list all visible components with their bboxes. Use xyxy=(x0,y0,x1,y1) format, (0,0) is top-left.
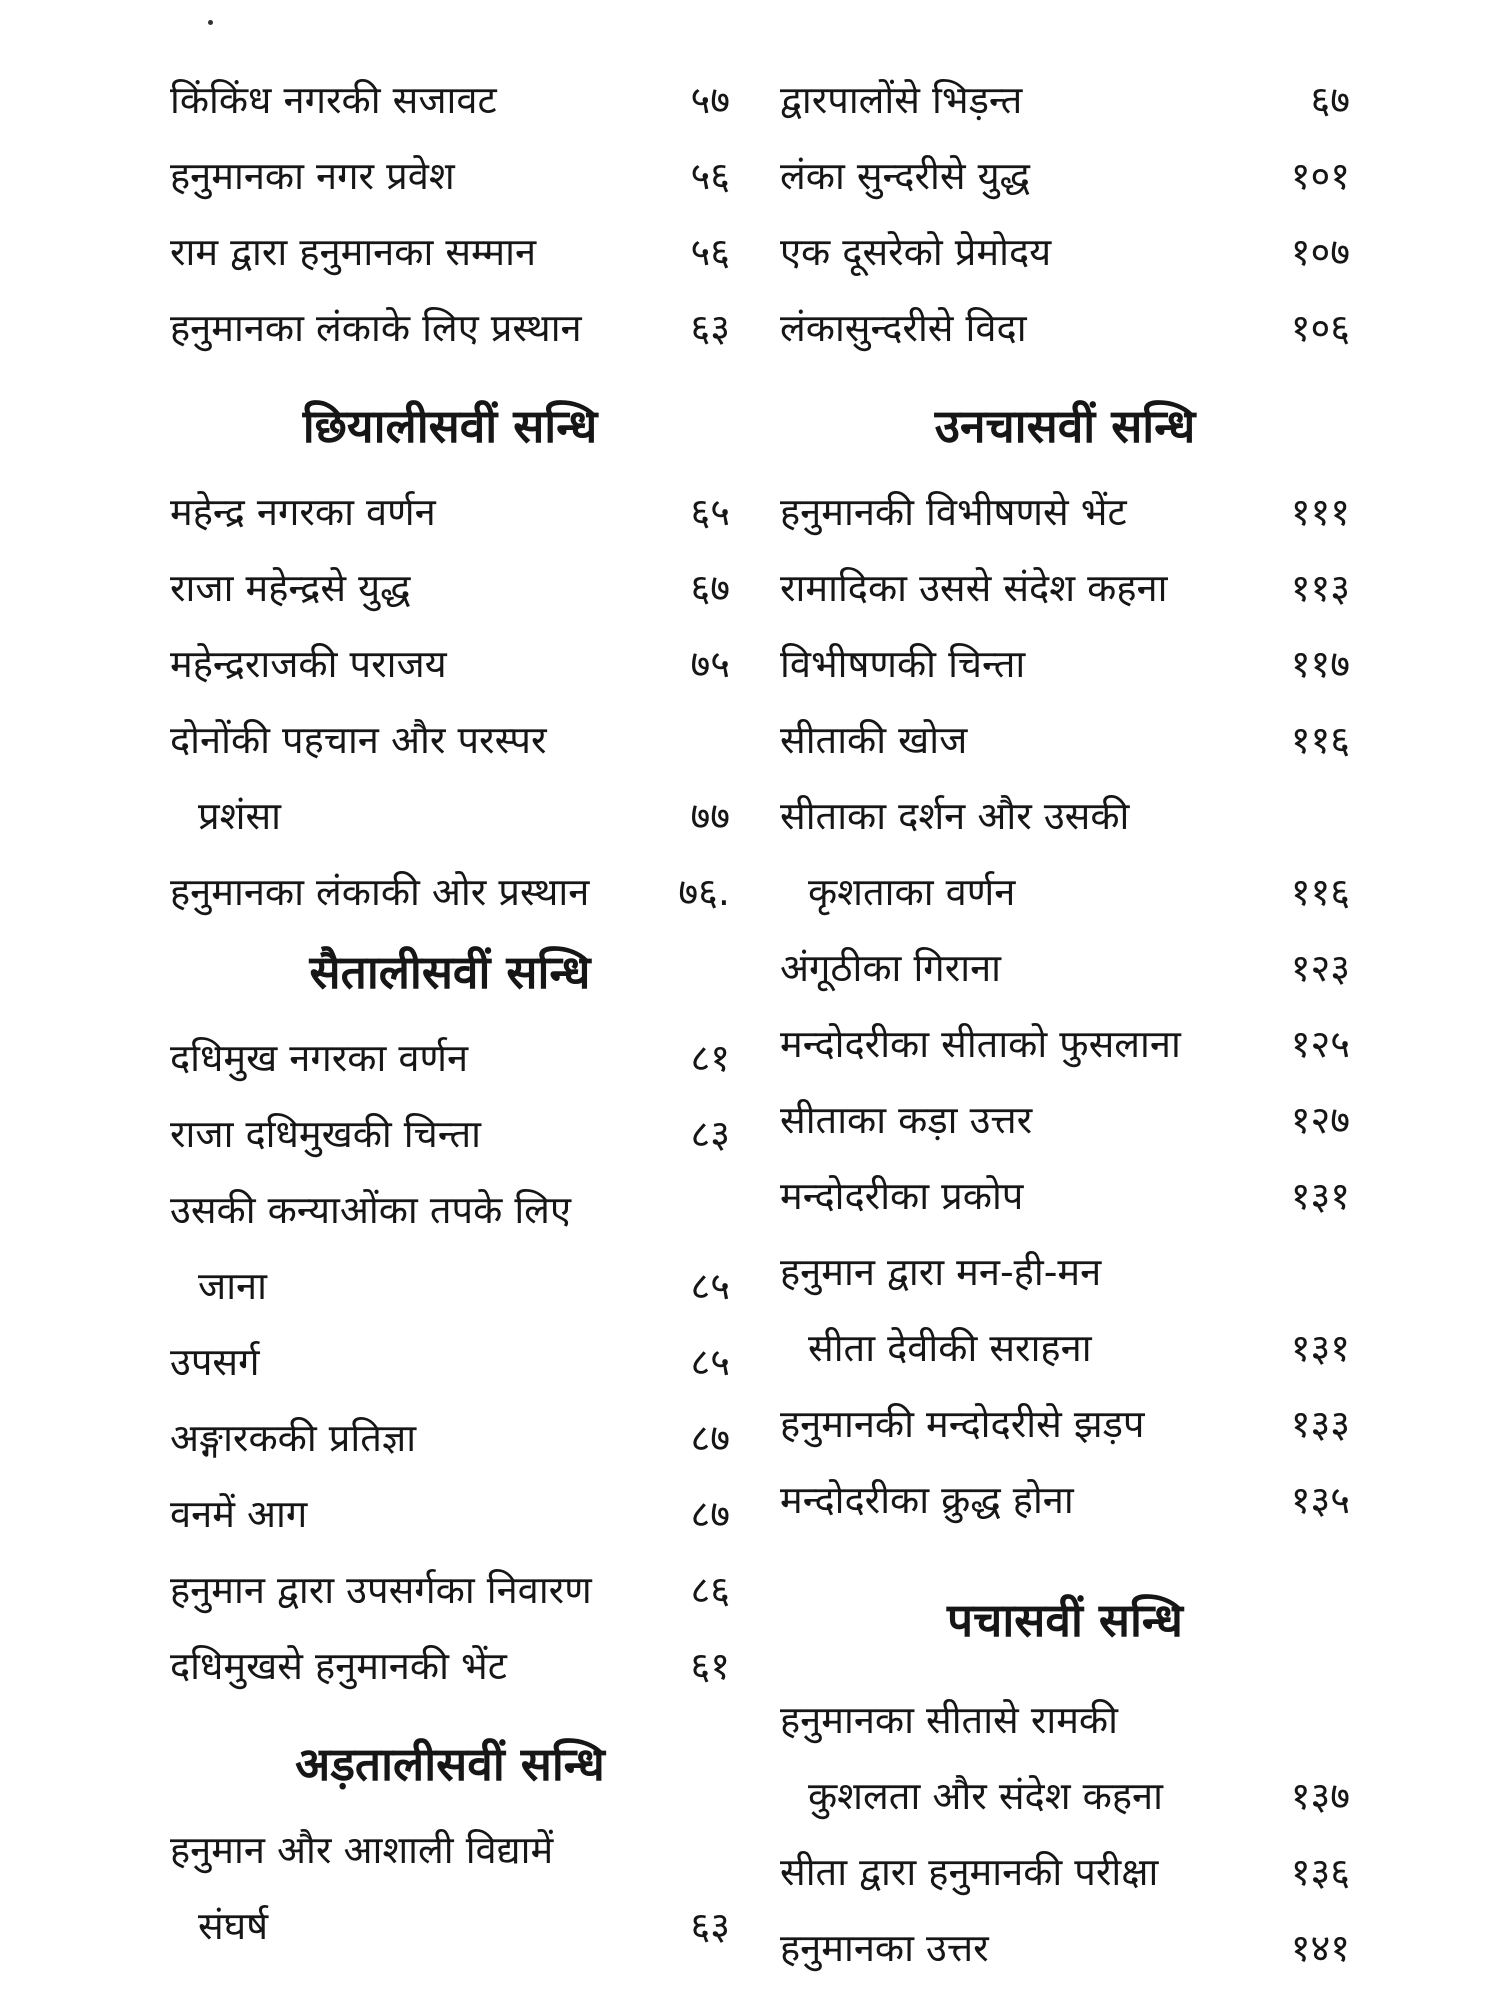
toc-entry xyxy=(780,930,1350,1006)
entry-page-number: ११६ xyxy=(1290,870,1350,914)
entry-page-number: ६५ xyxy=(690,490,730,534)
toc-entry xyxy=(170,1020,730,1096)
entry-title: मन्दोदरीका प्रकोप xyxy=(780,1174,1024,1218)
toc-entry xyxy=(780,1910,1350,1986)
toc-entry xyxy=(780,1006,1350,1082)
toc-entry xyxy=(780,1082,1350,1158)
toc-entry xyxy=(780,1234,1350,1310)
entry-page-number: ५७ xyxy=(690,78,730,122)
entry-page-number: ७५ xyxy=(690,642,730,686)
entry-page-number: ८७ xyxy=(690,1492,730,1536)
entry-page-number: १०१ xyxy=(1290,154,1350,198)
entry-title: एक दूसरेको प्रेमोदय xyxy=(780,230,1052,274)
entry-page-number: १०६ xyxy=(1290,306,1350,350)
toc-entry xyxy=(780,854,1350,930)
toc-entry xyxy=(780,702,1350,778)
toc-entry xyxy=(170,1172,730,1248)
entry-page-number: ६१ xyxy=(690,1644,730,1688)
section-heading: छियालीसवीं सन्धि xyxy=(302,399,598,453)
entry-title: सीताका दर्शन और उसकी xyxy=(780,794,1130,838)
entry-title: विभीषणकी चिन्ता xyxy=(780,642,1026,686)
section-heading: पचासवीं सन्धि xyxy=(947,1593,1183,1647)
entry-page-number: ६३ xyxy=(690,1904,730,1948)
entry-title: हनुमान और आशाली विद्यामें xyxy=(170,1828,554,1872)
toc-entry xyxy=(170,1628,730,1704)
entry-title: महेन्द्रराजकी पराजय xyxy=(170,642,447,686)
toc-entry xyxy=(170,702,730,778)
entry-title: हनुमानकी विभीषणसे भेंट xyxy=(780,490,1127,534)
toc-entry xyxy=(780,290,1350,366)
entry-title: महेन्द्र नगरका वर्णन xyxy=(170,490,436,534)
entry-page-number: ८५ xyxy=(690,1264,730,1308)
entry-page-number: १३७ xyxy=(1290,1774,1350,1818)
entry-title: सीताकी खोज xyxy=(780,718,968,762)
entry-page-number: ८३ xyxy=(690,1112,730,1156)
entry-page-number: १२३ xyxy=(1290,946,1350,990)
entry-page-number: १३३ xyxy=(1290,1402,1350,1446)
entry-title: हनुमानका लंकाके लिए प्रस्थान xyxy=(170,306,582,350)
toc-entry xyxy=(170,474,730,550)
entry-page-number: ५६ xyxy=(690,230,730,274)
entry-title: कुशलता और संदेश कहना xyxy=(808,1774,1163,1818)
entry-page-number: ११६ xyxy=(1290,718,1350,762)
toc-entry xyxy=(780,778,1350,854)
entry-title: मन्दोदरीका क्रुद्ध होना xyxy=(780,1478,1074,1522)
entry-page-number: ८६ xyxy=(690,1568,730,1612)
entry-page-number: १३१ xyxy=(1290,1174,1350,1218)
entry-title: दोनोंकी पहचान और परस्पर xyxy=(170,718,547,762)
entry-page-number: १२५ xyxy=(1290,1022,1350,1066)
section-heading: अड़तालीसवीं सन्धि xyxy=(295,1737,605,1791)
entry-page-number: ८१ xyxy=(690,1036,730,1080)
toc-entry xyxy=(170,1096,730,1172)
entry-page-number: ७६. xyxy=(678,870,730,914)
entry-title: द्वारपालोंसे भिड़न्त xyxy=(780,78,1023,122)
toc-entry xyxy=(170,1552,730,1628)
entry-title: उसकी कन्याओंका तपके लिए xyxy=(170,1188,571,1232)
entry-page-number: १२७ xyxy=(1290,1098,1350,1142)
entry-title: उपसर्ग xyxy=(170,1340,260,1384)
entry-title: राजा दधिमुखकी चिन्ता xyxy=(170,1112,481,1156)
toc-entry xyxy=(780,1834,1350,1910)
entry-title: हनुमानका सीतासे रामकी xyxy=(780,1698,1118,1742)
toc-entry xyxy=(780,626,1350,702)
entry-title: जाना xyxy=(198,1264,267,1308)
toc-entry xyxy=(170,1248,730,1324)
entry-title: हनुमानकी मन्दोदरीसे झड़प xyxy=(780,1402,1145,1446)
entry-title: लंका सुन्दरीसे युद्ध xyxy=(780,154,1031,198)
toc-entry xyxy=(170,1812,730,1888)
entry-title: राजा महेन्द्रसे युद्ध xyxy=(170,566,411,610)
entry-title: दधिमुखसे हनुमानकी भेंट xyxy=(170,1644,507,1688)
toc-entry xyxy=(170,1888,730,1964)
entry-page-number: ८७ xyxy=(690,1416,730,1460)
toc-entry xyxy=(780,1758,1350,1834)
entry-title: सीता द्वारा हनुमानकी परीक्षा xyxy=(780,1850,1159,1894)
toc-entry xyxy=(780,1158,1350,1234)
entry-title: प्रशंसा xyxy=(198,794,281,838)
entry-title: राम द्वारा हनुमानका सम्मान xyxy=(170,230,537,274)
entry-title: सीता देवीकी सराहना xyxy=(808,1326,1092,1370)
entry-page-number: १०७ xyxy=(1290,230,1350,274)
entry-title: हनुमानका उत्तर xyxy=(780,1926,989,1970)
toc-entry xyxy=(170,778,730,854)
entry-page-number: ७७ xyxy=(690,794,730,838)
toc-entry xyxy=(170,1400,730,1476)
entry-title: अङ्गारककी प्रतिज्ञा xyxy=(170,1416,417,1460)
entry-title: सीताका कड़ा उत्तर xyxy=(780,1098,1033,1142)
entry-title: रामादिका उससे संदेश कहना xyxy=(780,566,1168,610)
toc-entry xyxy=(170,1324,730,1400)
entry-title: हनुमानका लंकाकी ओर प्रस्थान xyxy=(170,870,590,914)
entry-page-number: १३५ xyxy=(1290,1478,1350,1522)
toc-entry xyxy=(780,1386,1350,1462)
right-column xyxy=(780,62,1350,2000)
toc-entry xyxy=(170,138,730,214)
entry-title: मन्दोदरीका सीताको फुसलाना xyxy=(780,1022,1181,1066)
toc-entry xyxy=(170,854,730,930)
toc-entry xyxy=(170,214,730,290)
toc-entry xyxy=(170,290,730,366)
entry-title: किंकिंध नगरकी सजावट xyxy=(170,78,497,122)
toc-entry xyxy=(780,474,1350,550)
entry-page-number: १४१ xyxy=(1290,1926,1350,1970)
toc-entry xyxy=(170,62,730,138)
entry-page-number: ६३ xyxy=(690,306,730,350)
toc-entry xyxy=(780,62,1350,138)
entry-page-number: १३६ xyxy=(1290,1850,1350,1894)
entry-page-number: ११३ xyxy=(1290,566,1350,610)
print-speck xyxy=(208,20,213,25)
toc-entry xyxy=(780,1462,1350,1538)
entry-title: दधिमुख नगरका वर्णन xyxy=(170,1036,469,1080)
entry-page-number: १११ xyxy=(1290,490,1350,534)
entry-page-number: ११७ xyxy=(1290,642,1350,686)
toc-entry xyxy=(170,626,730,702)
entry-page-number: ६७ xyxy=(690,566,730,610)
section-heading: उनचासवीं सन्धि xyxy=(934,399,1196,453)
entry-title: हनुमानका नगर प्रवेश xyxy=(170,154,455,198)
entry-title: वनमें आग xyxy=(170,1492,308,1536)
entry-title: कृशताका वर्णन xyxy=(808,870,1016,914)
entry-title: लंकासुन्दरीसे विदा xyxy=(780,306,1027,350)
toc-entry xyxy=(780,550,1350,626)
entry-title: हनुमान द्वारा मन-ही-मन xyxy=(780,1250,1102,1294)
toc-entry xyxy=(780,1682,1350,1758)
entry-page-number: १३१ xyxy=(1290,1326,1350,1370)
toc-entry xyxy=(780,138,1350,214)
entry-page-number: ६७ xyxy=(1310,78,1350,122)
toc-entry xyxy=(170,550,730,626)
entry-page-number: ८५ xyxy=(690,1340,730,1384)
toc-entry xyxy=(780,214,1350,290)
toc-entry xyxy=(170,1476,730,1552)
entry-page-number: ५६ xyxy=(690,154,730,198)
left-column xyxy=(170,62,730,2000)
entry-title: संघर्ष xyxy=(198,1904,269,1948)
entry-title: हनुमान द्वारा उपसर्गका निवारण xyxy=(170,1568,592,1612)
entry-title: अंगूठीका गिराना xyxy=(780,946,1002,990)
section-heading: सैतालीसवीं सन्धि xyxy=(309,945,591,999)
toc-entry xyxy=(780,1310,1350,1386)
